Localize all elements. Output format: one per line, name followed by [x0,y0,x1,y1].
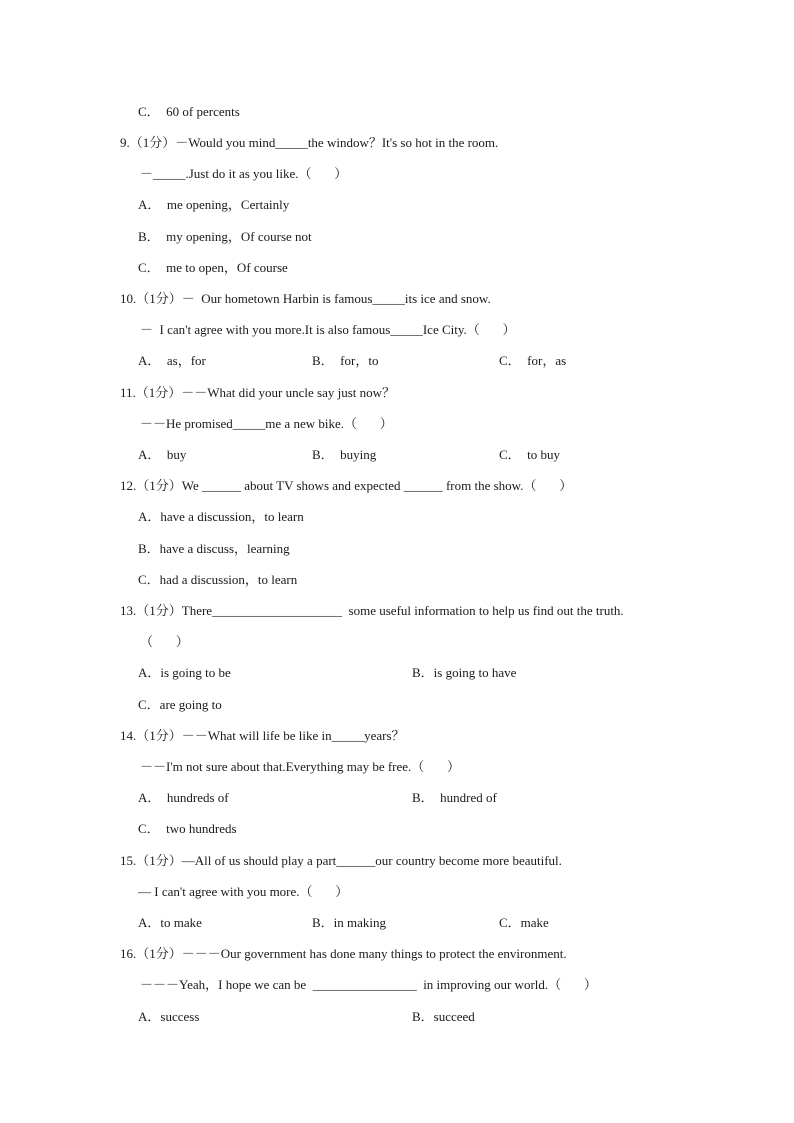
q15-stem: 15.（1分）—All of us should play a part______our country become more beautiful. [120,853,562,868]
prev-option-c: C． 60 of percents [138,104,240,119]
q12-stem: 12.（1分）We ______ about TV shows and expected ______ from the show.（ ） [120,478,573,493]
q14-stem-reply: －－I'm not sure about that.Everything may be free.（ ） [140,759,461,774]
q10-option-b: B． for，to [312,353,379,368]
q10-option-a: A． as，for [138,353,206,368]
q13-option-b: B．is going to have [412,665,517,680]
q14-option-b: B． hundred of [412,790,497,805]
q9-stem: 9.（1分）－Would you mind_____the window？It's so hot in the room. [120,135,499,150]
q10-stem: 10.（1分）－ Our hometown Harbin is famous_____its ice and snow. [120,291,491,306]
q16-option-a: A．success [138,1009,200,1024]
q9-option-a: A． me opening，Certainly [138,197,290,212]
q13-option-a: A．is going to be [138,665,231,680]
q15-option-b: B．in making [312,915,387,930]
q12-option-a: A．have a discussion，to learn [138,509,304,524]
q16-stem: 16.（1分）－－－Our government has done many things to protect the environment. [120,946,567,961]
q13-answer-bracket: （ ） [140,634,189,649]
q13-option-c: C．are going to [138,697,222,712]
q11-option-c: C． to buy [499,447,561,462]
q9-option-c: C． me to open，Of course [138,260,288,275]
q11-stem: 11.（1分）－－What did your uncle say just now？ [120,385,396,400]
q12-option-c: C．had a discussion，to learn [138,572,298,587]
q11-option-a: A． buy [138,447,187,462]
q15-stem-reply: — I can't agree with you more.（ ） [138,884,349,899]
q11-option-b: B． buying [312,447,377,462]
q12-option-b: B．have a discuss，learning [138,541,290,556]
q11-stem-reply: －－He promised_____me a new bike.（ ） [140,416,393,431]
q16-stem-reply: －－－Yeah，I hope we can be ________________ in improving our world.（ ） [140,977,597,992]
q14-option-c: C． two hundreds [138,821,237,836]
q14-stem: 14.（1分）－－What will life be like in_____years？ [120,728,405,743]
q13-stem: 13.（1分）There____________________ some useful information to help us find out the truth. [120,603,624,618]
q10-stem-reply: － I can't agree with you more.It is also famous_____Ice City.（ ） [140,322,516,337]
q16-option-b: B．succeed [412,1009,475,1024]
q14-option-a: A． hundreds of [138,790,229,805]
q9-stem-reply: －_____.Just do it as you like.（ ） [140,166,348,181]
q10-option-c: C． for，as [499,353,567,368]
q15-option-a: A．to make [138,915,202,930]
q15-option-c: C．make [499,915,549,930]
q9-option-b: B． my opening，Of course not [138,229,312,244]
